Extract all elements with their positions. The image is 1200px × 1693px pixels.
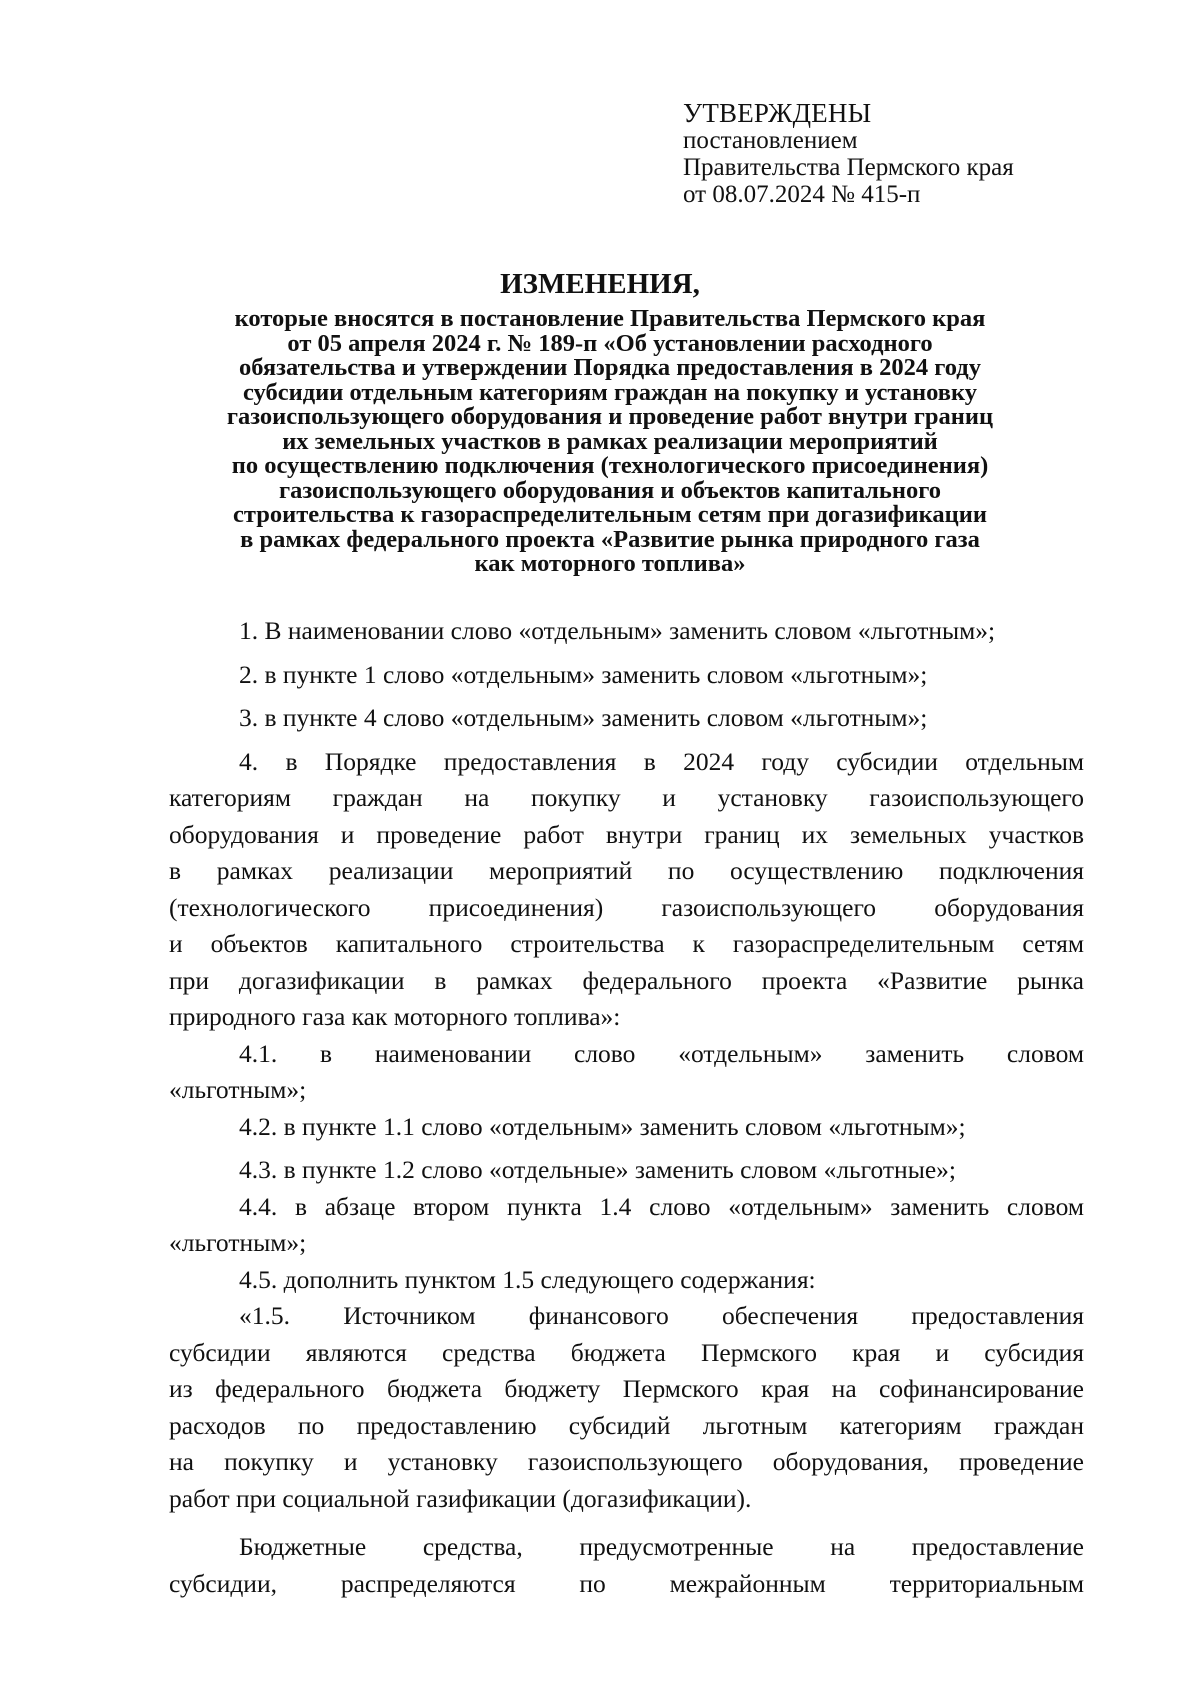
subtitle-line: обязательства и утверждении Порядка предоставления в 2024 году [239,354,981,381]
paragraph-line: (технологического присоединения) газоиспользующего оборудования [169,892,1084,922]
document-title: ИЗМЕНЕНИЯ, [500,268,700,300]
paragraph-line: «1.5. Источником финансового обеспечения предоставления [239,1301,1084,1330]
paragraph-line: расходов по предоставлению субсидий льготным категориям граждан [169,1410,1084,1440]
subtitle-line: газоиспользующего оборудования и проведение работ внутри границ [226,403,994,430]
paragraph-4 [169,744,1084,1036]
paragraph-line: и объектов капитального строительства к газораспределительным сетям [169,929,1084,958]
paragraph-4-2: 4.2. в пункте 1.1 слово «отдельным» заменить словом «льготным»; [239,1111,966,1141]
approval-date-number: от 08.07.2024 № 415-п [683,181,921,208]
paragraph-line: при догазификации в рамках федерального проекта «Развитие рынка [169,965,1084,995]
paragraph-line: работ при социальной газификации (догазификации). [169,1483,752,1513]
paragraph-4-3: 4.3. в пункте 1.2 слово «отдельные» заменить словом «льготные»; [239,1155,956,1184]
paragraph-line: 4.1. в наименовании слово «отдельным» заменить словом [239,1038,1084,1068]
subtitle-line: как моторного топлива» [474,550,746,577]
subtitle-line: по осуществлению подключения (технологического присоединения) [231,452,989,479]
paragraph-line: Бюджетные средства, предусмотренные на предоставление [239,1532,1084,1561]
paragraph-2: 2. в пункте 1 слово «отдельным» заменить словом «льготным»; [239,659,928,689]
subtitle-line: газоиспользующего оборудования и объектов капитального [278,476,942,504]
paragraph-line: 4.4. в абзаце втором пункта 1.4 слово «отдельным» заменить словом [239,1191,1084,1221]
paragraph-line: категориям граждан на покупку и установку газоиспользующего [169,783,1084,812]
paragraph-line: субсидии, распределяются по межрайонным территориальным [169,1568,1084,1598]
subtitle-line: в рамках федерального проекта «Развитие рынка природного газа [240,525,980,553]
subtitle-line: субсидии отдельным категориям граждан на покупку и установку [243,378,977,406]
subtitle-line: от 05 апреля 2024 г. № 189-п «Об установлении расходного [287,329,933,357]
paragraph-line: «льготным»; [169,1228,307,1257]
subtitle-line: которые вносятся в постановление Правительства Пермского края [234,305,986,332]
document-body [169,613,1084,1602]
paragraph-line: на покупку и установку газоиспользующего оборудования, проведение [169,1447,1084,1476]
paragraph-1-5-quote [169,1298,1084,1517]
paragraph-4-4 [169,1189,1084,1262]
approval-line: постановлением [683,127,858,154]
paragraph-budget [169,1529,1084,1602]
paragraph-line: оборудования и проведение работ внутри границ их земельных участков [169,819,1084,849]
paragraph-3: 3. в пункте 4 слово «отдельным» заменить словом «льготным»; [239,703,928,732]
approval-stamp [683,100,1103,208]
paragraph-line: 4. в Порядке предоставления в 2024 году субсидии отдельным [239,746,1084,776]
paragraph-line: «льготным»; [169,1075,307,1104]
approval-line: Правительства Пермского края [683,154,1014,181]
paragraph-1: 1. В наименовании слово «отдельным» заменить словом «льготным»; [239,616,996,645]
approval-heading: УТВЕРЖДЕНЫ [683,98,872,128]
document-subtitle [150,307,1070,577]
paragraph-line: в рамках реализации мероприятий по осуществлению подключения [169,856,1084,885]
subtitle-line: строительства к газораспределительным сетям при догазификации [233,501,987,528]
subtitle-line: их земельных участков в рамках реализации мероприятий [282,427,938,455]
paragraph-line: субсидии являются средства бюджета Пермского края и субсидия [169,1337,1084,1367]
paragraph-line: природного газа как моторного топлива»: [169,1002,621,1031]
paragraph-line: из федерального бюджета бюджету Пермского края на софинансирование [169,1374,1084,1403]
paragraph-4-5: 4.5. дополнить пунктом 1.5 следующего содержания: [239,1264,816,1294]
paragraph-4-1 [169,1036,1084,1109]
